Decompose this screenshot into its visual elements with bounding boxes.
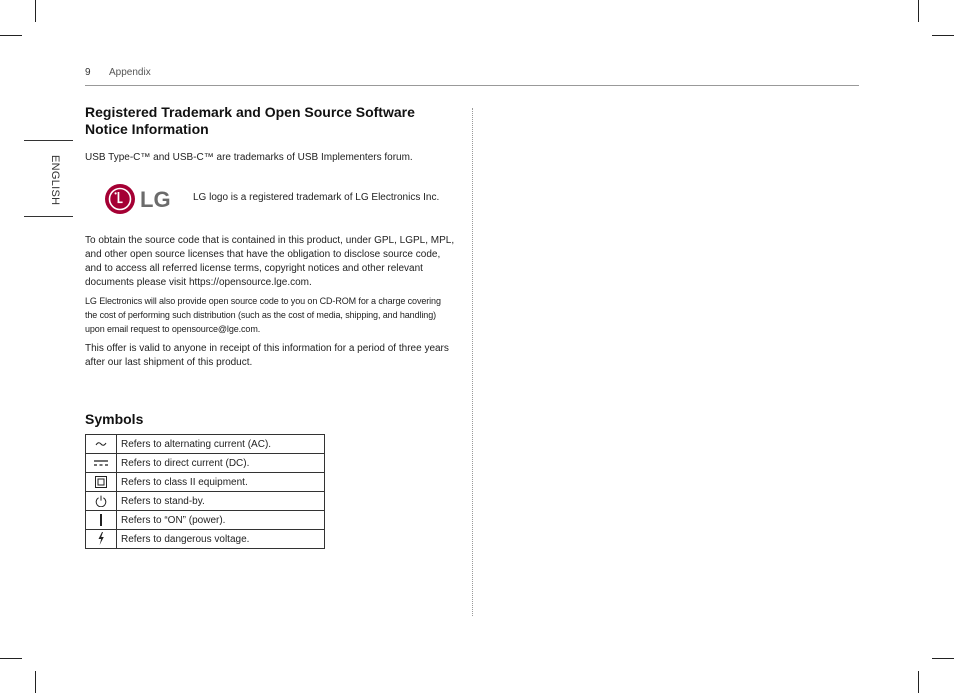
- lg-logo: [105, 182, 177, 216]
- standby-icon: [91, 493, 111, 509]
- header-rule: [85, 85, 859, 86]
- table-row: [86, 511, 325, 530]
- section-name: Appendix: [109, 67, 151, 78]
- table-row: [86, 454, 325, 473]
- open-source-paragraph-2: LG Electronics will also provide open source code to you on CD-ROM for a charge covering the cost of performing such distribution (such as the cost of media, shipping, and handling) upon email request to opensource@lge.com.: [85, 296, 441, 334]
- crop-mark: [35, 671, 36, 693]
- side-tab-bottom-line: [24, 216, 73, 217]
- trademark-section: [85, 104, 455, 138]
- symbol-description: Refers to direct current (DC).: [117, 454, 325, 473]
- ac-tilde-icon: [91, 436, 111, 452]
- trademark-title: Registered Trademark and Open Source Software Notice Information: [85, 104, 415, 137]
- table-row: [86, 435, 325, 454]
- symbol-description: Refers to “ON” (power).: [117, 511, 325, 530]
- crop-mark: [932, 658, 954, 659]
- table-row: [86, 473, 325, 492]
- crop-mark: [932, 35, 954, 36]
- table-row: [86, 530, 325, 549]
- symbols-title: Symbols: [85, 411, 144, 427]
- symbols-section: [85, 411, 455, 428]
- open-source-paragraph-1: To obtain the source code that is contained in this product, under GPL, LGPL, MPL, and other open source licenses that have the obligation to disclose source code, and to access all referred license terms, copyright notices and other relevant documents please visit https://opensource.lge.com.: [85, 235, 455, 288]
- symbols-table: [85, 434, 325, 549]
- symbol-description: Refers to stand-by.: [117, 492, 325, 511]
- logo-caption: LG logo is a registered trademark of LG Electronics Inc.: [193, 192, 440, 203]
- open-source-paragraph-3: This offer is valid to anyone in receipt of this information for a period of three years after our last shipment of this product.: [85, 343, 449, 368]
- crop-mark: [35, 0, 36, 22]
- language-tab: ENGLISH: [49, 155, 61, 206]
- page-number: 9: [85, 67, 91, 78]
- crop-mark: [0, 658, 22, 659]
- symbol-description: Refers to class II equipment.: [117, 473, 325, 492]
- power-on-icon: [91, 512, 111, 528]
- column-divider: [472, 108, 473, 616]
- usb-notice: USB Type-C™ and USB-C™ are trademarks of USB Implementers forum.: [85, 152, 413, 163]
- dangerous-voltage-icon: [91, 530, 111, 546]
- side-tab-top-line: [24, 140, 73, 141]
- crop-mark: [0, 35, 22, 36]
- crop-mark: [918, 671, 919, 693]
- svg-text:LG: LG: [140, 187, 171, 212]
- symbol-description: Refers to dangerous voltage.: [117, 530, 325, 549]
- table-row: [86, 492, 325, 511]
- class-ii-icon: [91, 474, 111, 490]
- dc-icon: [91, 455, 111, 471]
- symbol-description: Refers to alternating current (AC).: [117, 435, 325, 454]
- crop-mark: [918, 0, 919, 22]
